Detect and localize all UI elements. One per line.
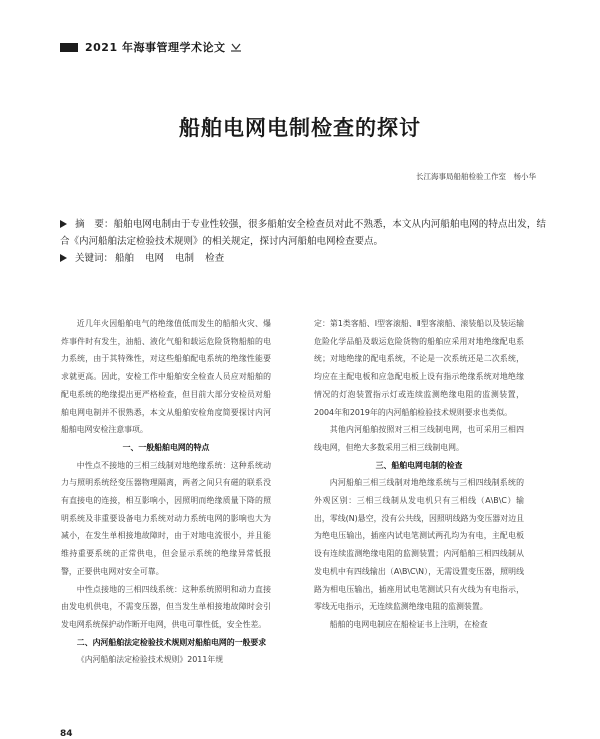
body-paragraph: 定：第1类客船、Ⅰ型客滚船、Ⅱ型客滚船、滚装船以及装运输危险化学品船及载运危险货物的船舶应采用对地绝缘配电系统；对地绝缘的配电系统，不论是一次系统还是二次系统，均应在主配电板和应急配电板上设有指示绝缘系统对地绝缘情况的灯泡装置指示灯或连续监测绝缘电阻的监测装置，2004年和2019年的内河船舶检验技术规则要求也类似。 bbox=[314, 319, 524, 417]
keyword: 电制 bbox=[175, 253, 195, 264]
article-title: 船舶电网电制检查的探讨 bbox=[179, 116, 421, 140]
body-paragraph: 近几年火因船舶电气的绝缘值低而发生的船舶火灾、爆炸事件时有发生，油船、液化气船和载运危险货物船舶的电力系统，由于其特殊性，对这些船舶配电系统的绝缘性能要求就更高。因此，安检工作中船舶安全检查人员应对船舶的配电系统的绝缘提出更严格检查，但目前大部分安检员对船舶电网电制并不很熟悉，本文从船舶安检角度简要探讨内河船舶电网安检注意事项。 bbox=[61, 319, 271, 435]
section-heading: 二、内河船舶法定检验技术规则对船舶电网的一般要求 bbox=[76, 637, 267, 647]
body-paragraph: 中性点接地的三相四线系统：这种系统照明和动力直接由发电机供电，不需变压器，但当发生单相接地故障时会引发电网系统保护动作断开电网，供电可靠性低，安全性差。 bbox=[61, 584, 271, 629]
journal-name: 2021 年海事管理学术论文 bbox=[85, 41, 226, 54]
section-heading: 一、一般船舶电网的特点 bbox=[122, 442, 210, 452]
abstract-block bbox=[60, 216, 546, 267]
left-text-column bbox=[61, 315, 271, 669]
body-paragraph: 《内河船舶法定检验技术规则》2011年规 bbox=[76, 655, 224, 665]
header-bar-mark bbox=[60, 43, 78, 52]
section-heading: 三、船舶电网电制的检查 bbox=[375, 460, 463, 470]
body-paragraph: 中性点不接地的三相三线制对地绝缘系统：这种系统动力与照明系统经变压器物理隔离，两者之间只有磁的联系没有直接电的连接，相互影响小，因照明而绝缘质量下降的照明系统及非重要设备电力系统对动力系统电网的影响也大为减小，在发生单相接地故障时，由于对地电流很小，并且能维持重要系统的正常供电，但会显示系统的绝缘异常低报警，正要供电网对安全可靠。 bbox=[61, 460, 271, 576]
body-paragraph: 船舶的电网电制应在船检证书上注明，在检查 bbox=[329, 619, 488, 629]
keyword: 船舶 bbox=[115, 253, 135, 264]
abstract-text: 船舶电网电制由于专业性较强，很多船舶安全检查员对此不熟悉，本文从内河船舶电网的特点出发，结合《内河船舶法定检验技术规则》的相关规定，探讨内河船舶电网检查要点。 bbox=[60, 219, 546, 247]
triangle-bullet-icon bbox=[60, 254, 67, 262]
keyword: 电网 bbox=[145, 253, 165, 264]
abstract-label: 摘 要： bbox=[75, 219, 114, 230]
right-text-column bbox=[314, 315, 524, 634]
abstract-paragraph bbox=[60, 216, 546, 250]
keywords-label: 关键词： bbox=[75, 253, 114, 264]
body-paragraph: 内河船舶三相三线制对地绝缘系统与三相四线制系统的外观区别：三相三线制从发电机只有三相线（A\B\C）输出，零线(N)悬空，没有公共线，因照明线路为变压器对边且为绝电压输出，插座内试电笔测试两孔均为有电，主配电板设有连续监测绝缘电阻的监测装置；内河船舶三相四线制从发电机中有四线输出（A\B\C\N），无需设置变压器，照明线路为相电压输出，插座用试电笔测试只有火线为有电指示，零线无电指示，无连续监测绝缘电阻的监测装置。 bbox=[314, 478, 524, 612]
keyword: 检查 bbox=[205, 253, 225, 264]
page-number: 84 bbox=[60, 729, 73, 739]
body-paragraph: 其他内河船舶按照对三相三线制电网，也可采用三相四线电网，但绝大多数采用三相三线制电网。 bbox=[314, 425, 524, 452]
article-author: 长江海事局船舶检验工作室 杨小华 bbox=[416, 172, 536, 181]
corner-arrow-icon bbox=[230, 41, 242, 53]
journal-header bbox=[60, 39, 242, 55]
triangle-bullet-icon bbox=[60, 220, 67, 228]
keywords-line bbox=[60, 250, 546, 267]
